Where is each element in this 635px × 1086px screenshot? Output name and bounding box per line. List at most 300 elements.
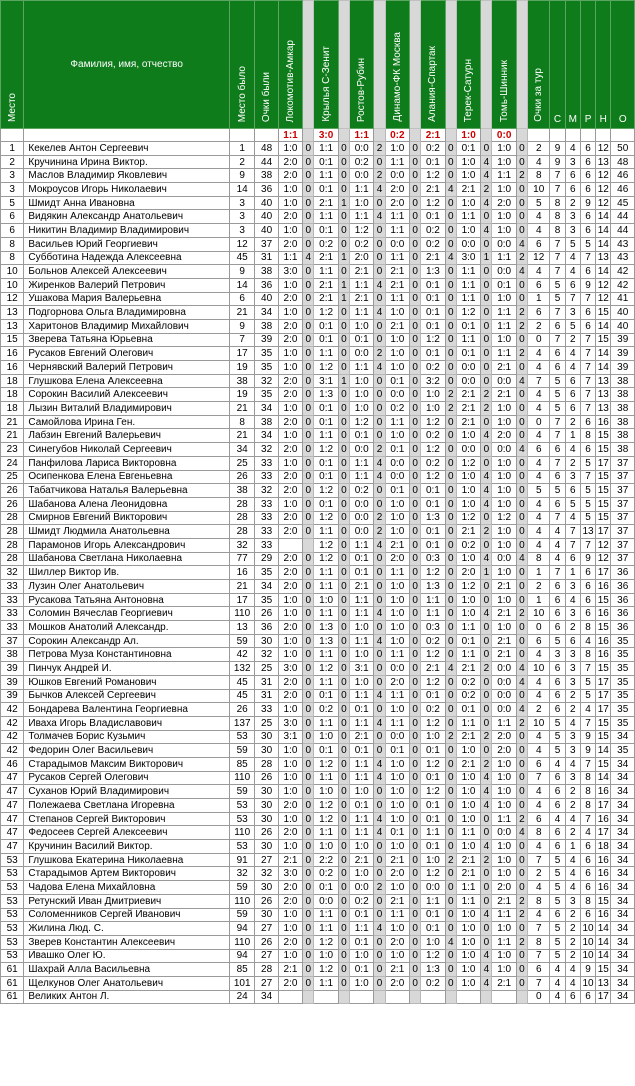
forecast-cell: 1:1 (492, 319, 516, 333)
stat-cell: 12 (596, 292, 611, 306)
forecast-cell: 1:2 (421, 566, 445, 580)
stat-cell: 12 (596, 552, 611, 566)
match-points-cell: 0 (516, 922, 527, 936)
match-points-cell: 0 (338, 497, 349, 511)
stat-cell: 6 (580, 443, 595, 457)
stat-cell: 13 (596, 155, 611, 169)
match-points-cell: 0 (303, 525, 314, 539)
prev-place-cell: 53 (229, 812, 254, 826)
prev-place-cell: 25 (229, 456, 254, 470)
place-cell: 18 (1, 388, 24, 402)
forecast-cell: 0:2 (421, 429, 445, 443)
match-points-cell: 0 (410, 621, 421, 635)
match-points-cell: 4 (481, 840, 492, 854)
match-points-cell: 0 (516, 840, 527, 854)
forecast-cell: 0:1 (314, 689, 338, 703)
prev-place-cell: 85 (229, 757, 254, 771)
name-cell: Глушкова Екатерина Николаевна (24, 853, 230, 867)
match-points-cell: 4 (516, 675, 527, 689)
forecast-cell: 1:0 (278, 456, 302, 470)
forecast-cell: 1:1 (456, 881, 480, 895)
name-cell: Лабзин Евгений Валерьевич (24, 429, 230, 443)
match-points-cell: 0 (303, 853, 314, 867)
prev-place-cell: 101 (229, 976, 254, 990)
stat-cell: 7 (550, 456, 565, 470)
forecast-cell: 1:1 (492, 306, 516, 320)
stat-cell: 8 (580, 648, 595, 662)
forecast-cell: 0:0 (350, 142, 374, 156)
stat-cell: 4 (550, 525, 565, 539)
match-points-cell: 0 (410, 894, 421, 908)
stat-cell: 5 (550, 894, 565, 908)
forecast-cell: 2:1 (385, 319, 409, 333)
forecast-cell: 1:0 (492, 142, 516, 156)
match-points-cell: 4 (481, 908, 492, 922)
forecast-cell: 2:1 (492, 648, 516, 662)
stat-cell: 35 (611, 662, 635, 676)
prev-points-cell: 31 (255, 251, 278, 265)
place-cell: 28 (1, 525, 24, 539)
prev-points-cell: 33 (255, 525, 278, 539)
forecast-cell: 1:0 (350, 840, 374, 854)
stat-cell: 12 (596, 196, 611, 210)
forecast-cell: 0:1 (421, 155, 445, 169)
stat-cell: 16 (596, 415, 611, 429)
stat-cell: 10 (580, 949, 595, 963)
match-points-cell: 2 (445, 730, 456, 744)
match-points-cell: 0 (303, 388, 314, 402)
match-points-cell: 0 (374, 333, 385, 347)
name-cell: Соломенников Сергей Иванович (24, 908, 230, 922)
match-points-cell: 0 (374, 580, 385, 594)
stat-cell: 17 (596, 566, 611, 580)
stat-cell: 5 (550, 922, 565, 936)
place-cell: 3 (1, 169, 24, 183)
prev-place-cell: 34 (229, 443, 254, 457)
stat-cell: 34 (611, 785, 635, 799)
match-points-cell: 0 (303, 319, 314, 333)
tour-points-cell: 2 (528, 867, 550, 881)
forecast-cell: 2:1 (456, 388, 480, 402)
match-points-cell: 0 (481, 456, 492, 470)
name-cell: Федосеев Сергей Алексеевич (24, 826, 230, 840)
match-points-cell: 2 (374, 881, 385, 895)
stat-cell: 9 (550, 155, 565, 169)
name-cell: Парамонов Игорь Александрович (24, 538, 230, 552)
prev-points-cell: 33 (255, 497, 278, 511)
stat-cell: 12 (596, 278, 611, 292)
forecast-cell: 1:1 (456, 278, 480, 292)
forecast-cell: 1:0 (456, 840, 480, 854)
match-points-cell: 2 (374, 511, 385, 525)
stat-cell: 6 (550, 470, 565, 484)
match-points-cell: 0 (516, 621, 527, 635)
tour-points-cell: 7 (528, 374, 550, 388)
stat-cell: 17 (596, 826, 611, 840)
tour-points-cell: 4 (528, 840, 550, 854)
match-points-cell: 0 (374, 662, 385, 676)
stat-cell: 5 (550, 484, 565, 498)
stat-cell: 1 (565, 840, 580, 854)
table-row (1, 402, 635, 416)
stat-cell: 10 (580, 976, 595, 990)
match-points-cell: 1 (338, 292, 349, 306)
match-points-cell: 0 (410, 799, 421, 813)
tour-points-cell: 10 (528, 607, 550, 621)
name-cell: Кручинин Василий Виктор. (24, 840, 230, 854)
forecast-cell: 3:1 (350, 662, 374, 676)
match-points-cell: 0 (374, 963, 385, 977)
stat-cell: 34 (611, 963, 635, 977)
stat-cell: 16 (596, 881, 611, 895)
tour-points-cell: 7 (528, 853, 550, 867)
place-cell: 18 (1, 374, 24, 388)
place-cell: 3 (1, 183, 24, 197)
name-cell: Федорин Олег Васильевич (24, 744, 230, 758)
forecast-cell: 1:0 (492, 456, 516, 470)
stat-cell: 4 (550, 990, 565, 1004)
stat-cell: 8 (580, 429, 595, 443)
place-cell: 39 (1, 662, 24, 676)
table-row (1, 908, 635, 922)
stat-cell: 37 (611, 511, 635, 525)
name-cell: Шмидт Людмила Анатольевна (24, 525, 230, 539)
stat-cell: 13 (596, 976, 611, 990)
name-cell: Глушкова Елена Алексеевна (24, 374, 230, 388)
forecast-cell: 2:1 (278, 853, 302, 867)
match-points-cell: 0 (374, 429, 385, 443)
match-points-cell: 2 (481, 183, 492, 197)
name-cell: Юшков Евгений Романович (24, 675, 230, 689)
forecast-cell: 1:0 (385, 634, 409, 648)
match-points-cell: 0 (445, 265, 456, 279)
forecast-cell: 1:2 (421, 785, 445, 799)
forecast-cell: 2:1 (456, 757, 480, 771)
tour-points-cell: 7 (528, 976, 550, 990)
forecast-cell: 2:1 (314, 292, 338, 306)
stat-cell: 6 (580, 224, 595, 238)
stat-cell: 4 (565, 251, 580, 265)
stat-cell: 44 (611, 210, 635, 224)
forecast-cell: 1:1 (350, 183, 374, 197)
stat-cell: 6 (550, 361, 565, 375)
tour-points-cell: 8 (528, 894, 550, 908)
forecast-cell: 0:1 (421, 840, 445, 854)
match-points-cell: 0 (338, 538, 349, 552)
tour-points-cell: 4 (528, 525, 550, 539)
name-cell: Шмидт Анна Ивановна (24, 196, 230, 210)
stat-cell: 7 (565, 525, 580, 539)
stat-cell: 16 (596, 867, 611, 881)
forecast-cell: 1:0 (492, 210, 516, 224)
table-row (1, 142, 635, 156)
tour-points-cell: 12 (528, 251, 550, 265)
prev-place-cell: 16 (229, 566, 254, 580)
match-points-cell: 2 (445, 402, 456, 416)
match-points-cell: 0 (410, 429, 421, 443)
match-points-cell: 0 (374, 935, 385, 949)
place-cell: 12 (1, 292, 24, 306)
forecast-cell: 1:1 (314, 429, 338, 443)
match-points-cell: 0 (410, 744, 421, 758)
prev-points-cell: 30 (255, 634, 278, 648)
match-points-cell: 0 (481, 703, 492, 717)
match-points-cell: 0 (410, 689, 421, 703)
stat-cell: 3 (565, 580, 580, 594)
stat-cell: 17 (596, 799, 611, 813)
stat-cell: 14 (596, 922, 611, 936)
tour-points-cell: 4 (528, 799, 550, 813)
match-points-cell: 2 (481, 730, 492, 744)
forecast-cell: 1:1 (314, 648, 338, 662)
match-points-cell: 0 (303, 183, 314, 197)
prev-place-cell: 17 (229, 347, 254, 361)
forecast-cell: 1:0 (278, 771, 302, 785)
match-points-cell: 0 (338, 908, 349, 922)
prev-points-cell: 32 (255, 374, 278, 388)
match-points-cell: 4 (481, 155, 492, 169)
tour-points-cell: 10 (528, 662, 550, 676)
tour-points-cell: 4 (528, 347, 550, 361)
forecast-cell: 2:0 (278, 580, 302, 594)
forecast-cell: 2:0 (385, 867, 409, 881)
name-cell: Жилина Люд. С. (24, 922, 230, 936)
match-points-cell: 0 (445, 689, 456, 703)
prev-place-cell: 42 (229, 648, 254, 662)
match-points-cell: 0 (338, 703, 349, 717)
forecast-cell: 0:1 (421, 908, 445, 922)
prev-place-cell: 53 (229, 799, 254, 813)
table-row (1, 634, 635, 648)
match-points-cell: 0 (445, 840, 456, 854)
prev-place-cell: 26 (229, 470, 254, 484)
stat-cell: 14 (596, 265, 611, 279)
match-points-cell: 0 (516, 593, 527, 607)
stat-cell: 7 (580, 347, 595, 361)
stat-cell: 7 (550, 566, 565, 580)
match-points-cell: 1 (481, 251, 492, 265)
forecast-cell: 1:0 (492, 497, 516, 511)
table-header (1, 1, 635, 142)
place-cell: 32 (1, 566, 24, 580)
stat-cell: 7 (580, 716, 595, 730)
forecast-cell: 0:1 (314, 333, 338, 347)
stat-cell: 5 (565, 319, 580, 333)
forecast-cell: 2:1 (350, 853, 374, 867)
prev-points-cell: 35 (255, 361, 278, 375)
match-points-cell: 2 (374, 169, 385, 183)
match-points-cell: 0 (374, 648, 385, 662)
forecast-cell: 1:0 (492, 484, 516, 498)
forecast-cell: 1:1 (350, 210, 374, 224)
match-points-cell: 0 (410, 333, 421, 347)
place-cell: 53 (1, 908, 24, 922)
table-row (1, 443, 635, 457)
match-points-cell: 0 (516, 415, 527, 429)
forecast-cell: 2:0 (385, 196, 409, 210)
prev-place-cell: 21 (229, 306, 254, 320)
name-cell: Соломин Вячеслав Георгиевич (24, 607, 230, 621)
name-cell: Щелкунов Олег Анатольевич (24, 976, 230, 990)
prev-points-cell: 29 (255, 552, 278, 566)
match-points-cell: 0 (338, 347, 349, 361)
match-points-cell: 1 (338, 278, 349, 292)
forecast-cell: 0:1 (456, 347, 480, 361)
match-points-cell: 0 (445, 716, 456, 730)
match-points-cell: 0 (338, 949, 349, 963)
prev-points-cell: 30 (255, 785, 278, 799)
forecast-cell: 2:1 (314, 196, 338, 210)
match-points-cell: 0 (303, 306, 314, 320)
forecast-cell: 2:0 (278, 935, 302, 949)
prev-points-cell: 26 (255, 826, 278, 840)
match-points-cell: 0 (303, 648, 314, 662)
table-row (1, 224, 635, 238)
match-points-cell: 0 (338, 580, 349, 594)
result-score: 1:0 (456, 129, 480, 142)
forecast-cell: 1:0 (492, 785, 516, 799)
gap-header (303, 1, 314, 129)
stat-cell: 8 (550, 196, 565, 210)
name-cell: Маслов Владимир Яковлевич (24, 169, 230, 183)
table-row (1, 662, 635, 676)
stat-cell: 34 (611, 812, 635, 826)
prev-points-cell: 27 (255, 853, 278, 867)
place-cell: 47 (1, 812, 24, 826)
match-points-cell: 0 (516, 538, 527, 552)
forecast-cell: 2:1 (385, 265, 409, 279)
prev-place-cell: 32 (229, 867, 254, 881)
match-points-cell: 0 (303, 169, 314, 183)
match-header: Терек-Сатурн (456, 1, 480, 129)
match-points-cell: 0 (445, 142, 456, 156)
stat-cell: 10 (580, 935, 595, 949)
stat-cell: 41 (611, 292, 635, 306)
forecast-cell: 1:1 (492, 812, 516, 826)
prev-points-cell: 30 (255, 840, 278, 854)
stat-cell: 15 (596, 429, 611, 443)
table-row (1, 648, 635, 662)
tour-points-cell: 2 (528, 703, 550, 717)
match-points-cell: 4 (516, 265, 527, 279)
match-points-cell: 4 (374, 922, 385, 936)
match-points-cell: 0 (303, 196, 314, 210)
forecast-cell: 1:1 (456, 894, 480, 908)
forecast-cell: 2:0 (385, 935, 409, 949)
prev-place-cell: 28 (229, 497, 254, 511)
name-cell: Русакова Татьяна Антоновна (24, 593, 230, 607)
match-points-cell: 0 (516, 785, 527, 799)
stat-cell: 5 (550, 278, 565, 292)
stat-cell: 13 (596, 251, 611, 265)
match-points-cell: 0 (338, 730, 349, 744)
match-points-cell: 0 (410, 511, 421, 525)
forecast-cell: 1:0 (456, 552, 480, 566)
match-points-cell: 0 (410, 935, 421, 949)
stat-cell: 34 (611, 771, 635, 785)
prev-points-cell: 31 (255, 675, 278, 689)
stat-cell: 34 (611, 867, 635, 881)
match-points-cell: 0 (410, 648, 421, 662)
match-points-cell: 0 (481, 333, 492, 347)
prev-place-cell: 8 (229, 415, 254, 429)
name-cell: Зверев Константин Алексеевич (24, 935, 230, 949)
match-points-cell: 0 (516, 648, 527, 662)
stat-cell: 38 (611, 429, 635, 443)
stat-cell: 46 (611, 169, 635, 183)
match-points-cell: 0 (338, 525, 349, 539)
stat-cell: 6 (580, 142, 595, 156)
stat-cell: 15 (596, 511, 611, 525)
stat-cell: 4 (565, 867, 580, 881)
stat-cell: 6 (550, 347, 565, 361)
prev-place-cell: 59 (229, 744, 254, 758)
match-points-cell: 0 (445, 538, 456, 552)
match-points-cell: 0 (516, 881, 527, 895)
place-cell: 33 (1, 607, 24, 621)
match-points-cell: 0 (410, 361, 421, 375)
stat-cell: 6 (550, 497, 565, 511)
match-points-cell: 2 (481, 662, 492, 676)
forecast-cell: 0:1 (421, 689, 445, 703)
stat-cell: 6 (550, 319, 565, 333)
stat-cell: 6 (550, 826, 565, 840)
place-cell: 8 (1, 251, 24, 265)
match-points-cell: 0 (338, 826, 349, 840)
forecast-cell: 2:1 (385, 894, 409, 908)
match-points-cell: 0 (445, 566, 456, 580)
match-points-cell: 0 (445, 949, 456, 963)
match-points-cell: 0 (410, 580, 421, 594)
forecast-cell: 2:0 (278, 689, 302, 703)
match-points-cell: 2 (374, 443, 385, 457)
prev-place-cell: 137 (229, 716, 254, 730)
forecast-cell: 1:2 (314, 935, 338, 949)
forecast-cell: 0:0 (492, 237, 516, 251)
stat-cell: 6 (580, 169, 595, 183)
forecast-cell: 1:1 (314, 908, 338, 922)
forecast-cell: 1:1 (385, 224, 409, 238)
prev-place-cell: 94 (229, 949, 254, 963)
forecast-cell: 1:0 (456, 155, 480, 169)
forecast-cell: 0:0 (492, 443, 516, 457)
forecast-cell: 1:0 (492, 853, 516, 867)
forecast-cell: 1:0 (492, 949, 516, 963)
forecast-cell: 1:0 (385, 306, 409, 320)
forecast-cell: 1:2 (421, 470, 445, 484)
place-cell: 39 (1, 675, 24, 689)
forecast-cell: 2:0 (278, 443, 302, 457)
match-points-cell: 0 (410, 251, 421, 265)
prev-points-cell: 33 (255, 456, 278, 470)
prev-points-cell: 30 (255, 730, 278, 744)
name-cell: Чадова Елена Михайловна (24, 881, 230, 895)
prev-points-cell: 36 (255, 621, 278, 635)
match-points-cell: 0 (303, 237, 314, 251)
match-points-cell: 1 (338, 374, 349, 388)
match-points-cell: 0 (410, 757, 421, 771)
forecast-cell: 1:0 (456, 429, 480, 443)
forecast-cell: 1:0 (350, 785, 374, 799)
stat-cell: 4 (565, 812, 580, 826)
stat-cell: 7 (550, 237, 565, 251)
match-points-cell: 4 (445, 251, 456, 265)
match-points-cell: 2 (516, 319, 527, 333)
match-points-cell: 0 (481, 538, 492, 552)
place-cell: 13 (1, 306, 24, 320)
prev-place-cell: 110 (229, 894, 254, 908)
stat-cell: 13 (596, 388, 611, 402)
